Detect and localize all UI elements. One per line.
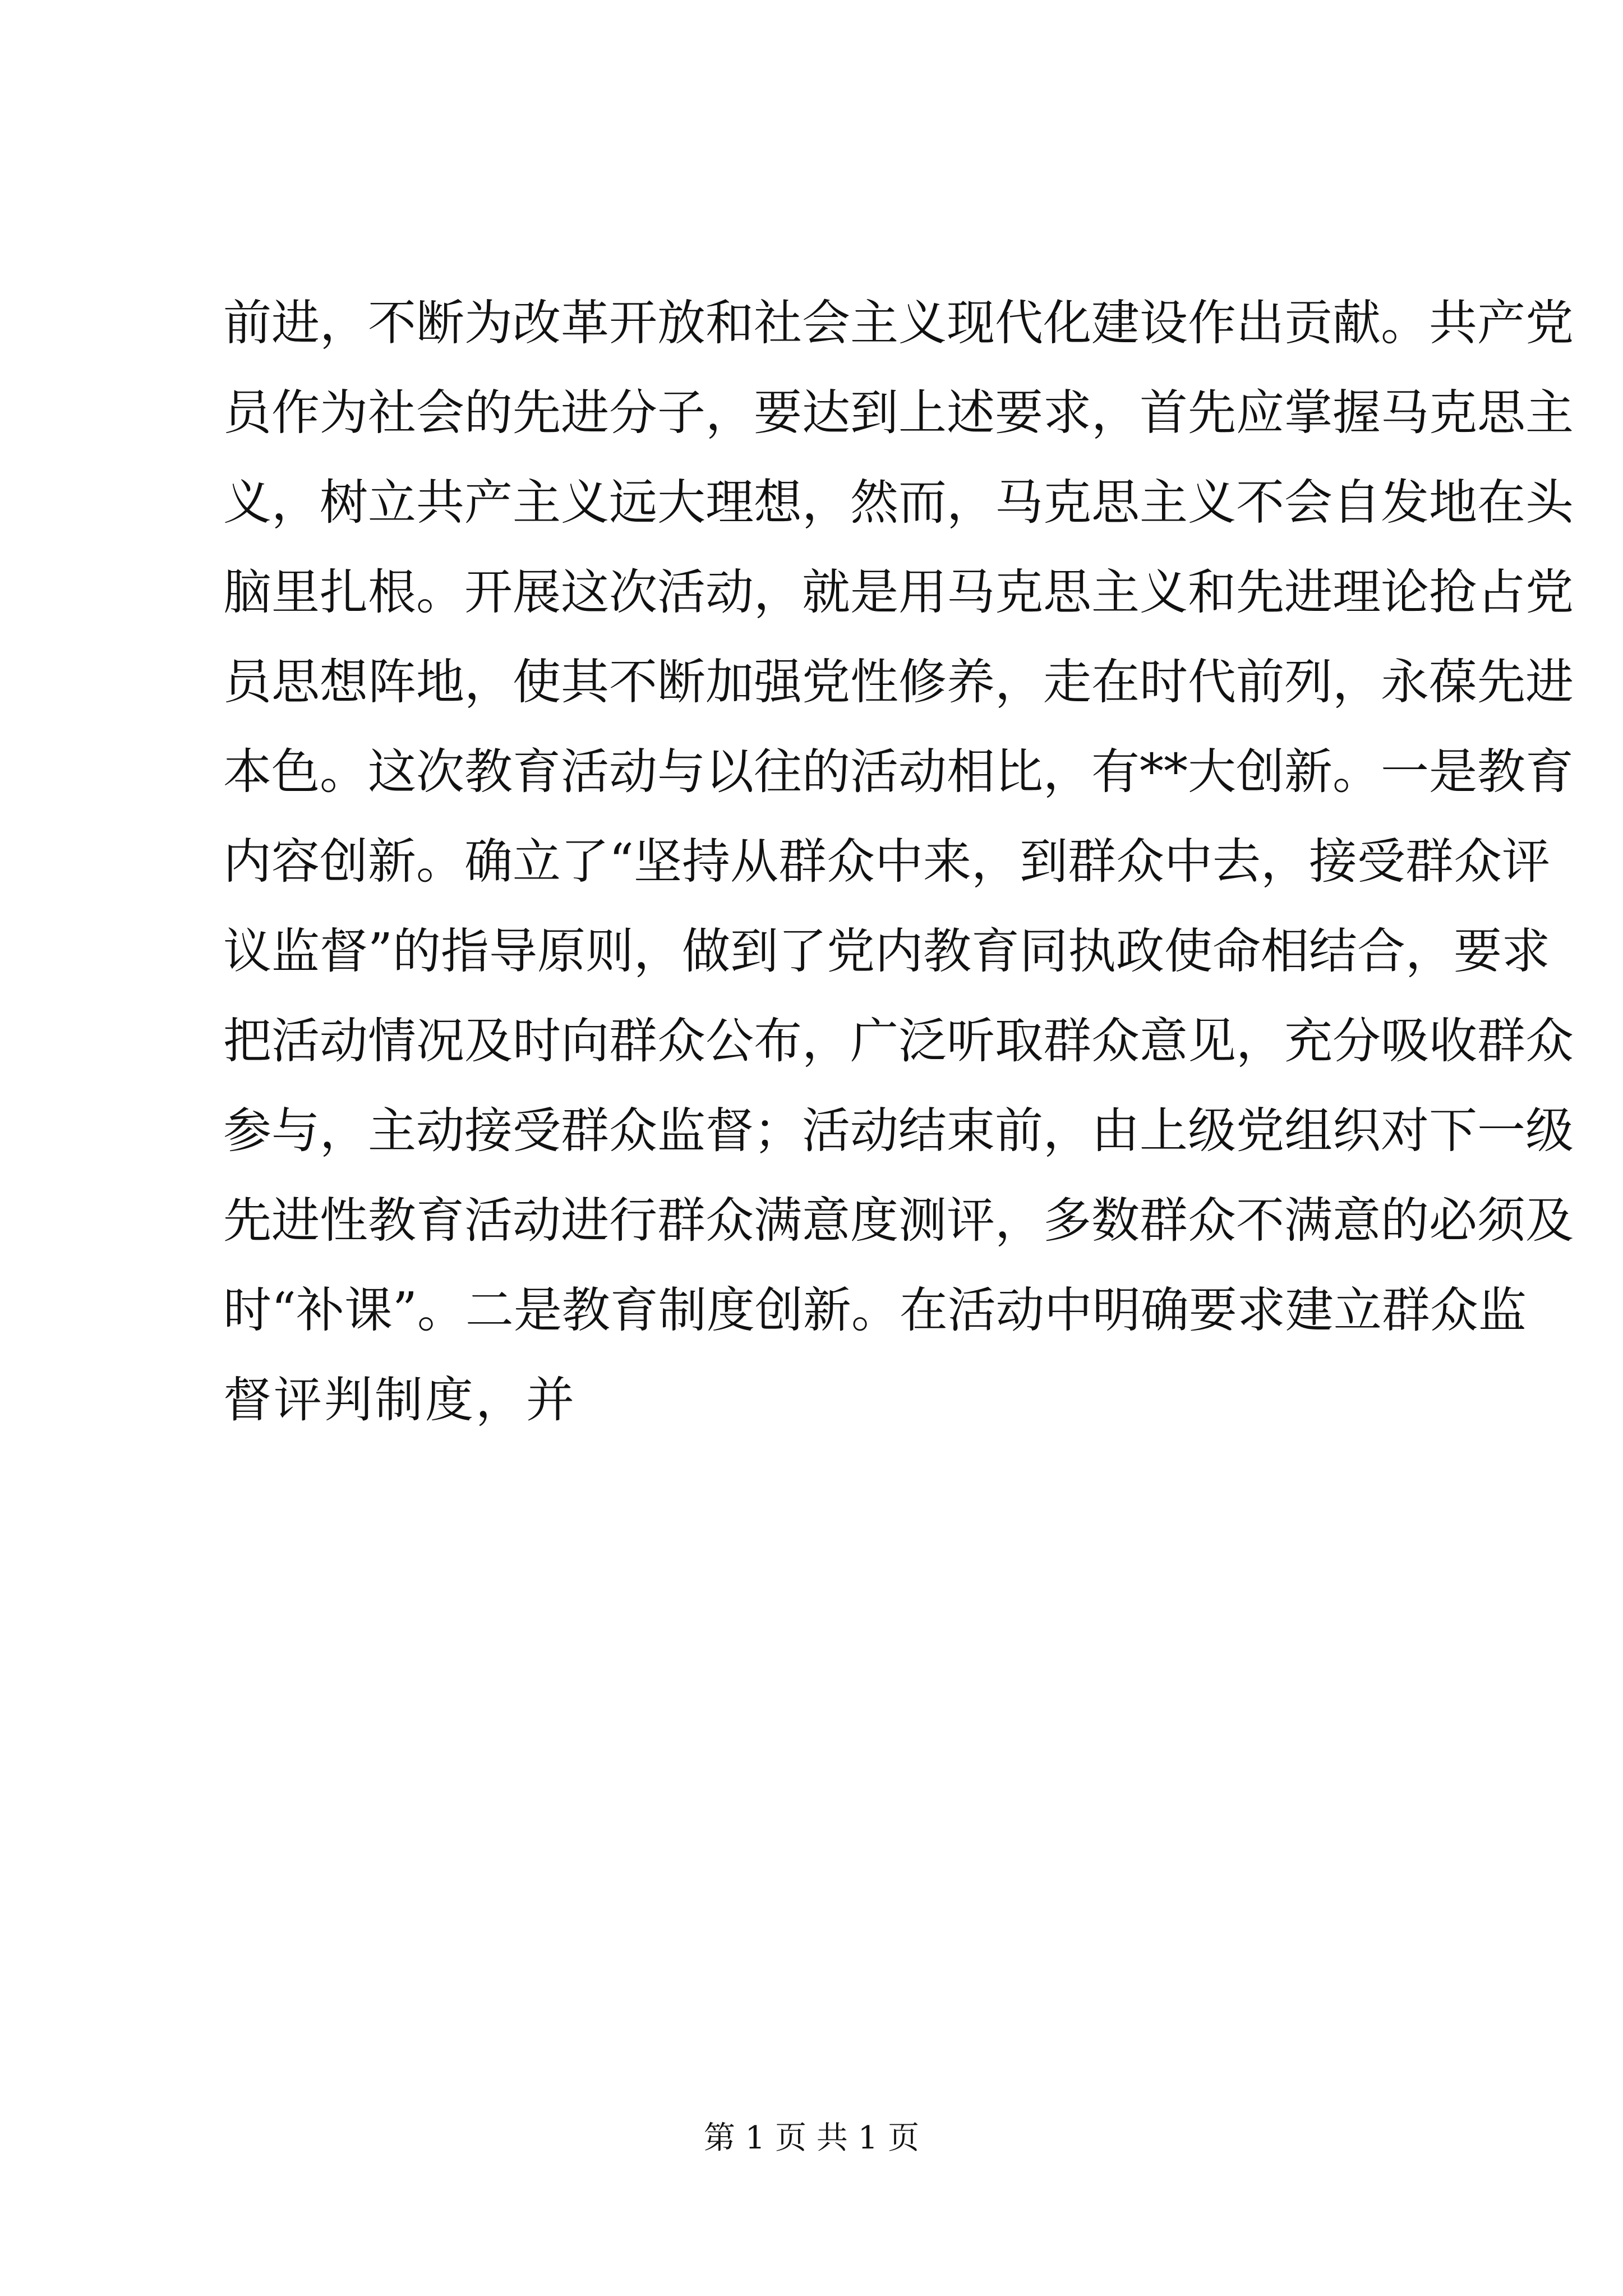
text-line: 脑里扎根。开展这次活动，就是用马克思主义和先进理论抢占党 [223, 564, 1574, 620]
text-line: 本色。这次教育活动与以往的活动相比，有**大创新。一是教育 [223, 744, 1574, 800]
text-line: 前进，不断为改革开放和社会主义现代化建设作出贡献。共产党 [223, 295, 1574, 351]
text-line: 议监督”的指导原则，做到了党内教育同执政使命相结合，要求 [223, 923, 1550, 979]
text-line: 参与，主动接受群众监督；活动结束前，由上级党组织对下一级 [223, 1103, 1574, 1159]
text-line: 义，树立共产主义远大理想，然而，马克思主义不会自发地在头 [223, 475, 1574, 531]
document-body [223, 278, 1574, 1445]
page-number: 第 1 页 共 1 页 [703, 2120, 920, 2156]
page-footer [0, 2116, 1623, 2161]
text-line: 员思想阵地，使其不断加强党性修养，走在时代前列，永葆先进 [223, 654, 1574, 710]
text-line: 先进性教育活动进行群众满意度测评，多数群众不满意的必须及 [223, 1193, 1574, 1249]
text-line: 督评判制度，并 [223, 1372, 577, 1428]
text-line: 时“补课”。二是教育制度创新。在活动中明确要求建立群众监 [223, 1282, 1527, 1338]
text-line: 内容创新。确立了“坚持从群众中来，到群众中去，接受群众评 [223, 834, 1550, 890]
text-line: 员作为社会的先进分子，要达到上述要求，首先应掌握马克思主 [223, 385, 1574, 441]
text-line: 把活动情况及时向群众公布，广泛听取群众意见，充分吸收群众 [223, 1013, 1574, 1069]
